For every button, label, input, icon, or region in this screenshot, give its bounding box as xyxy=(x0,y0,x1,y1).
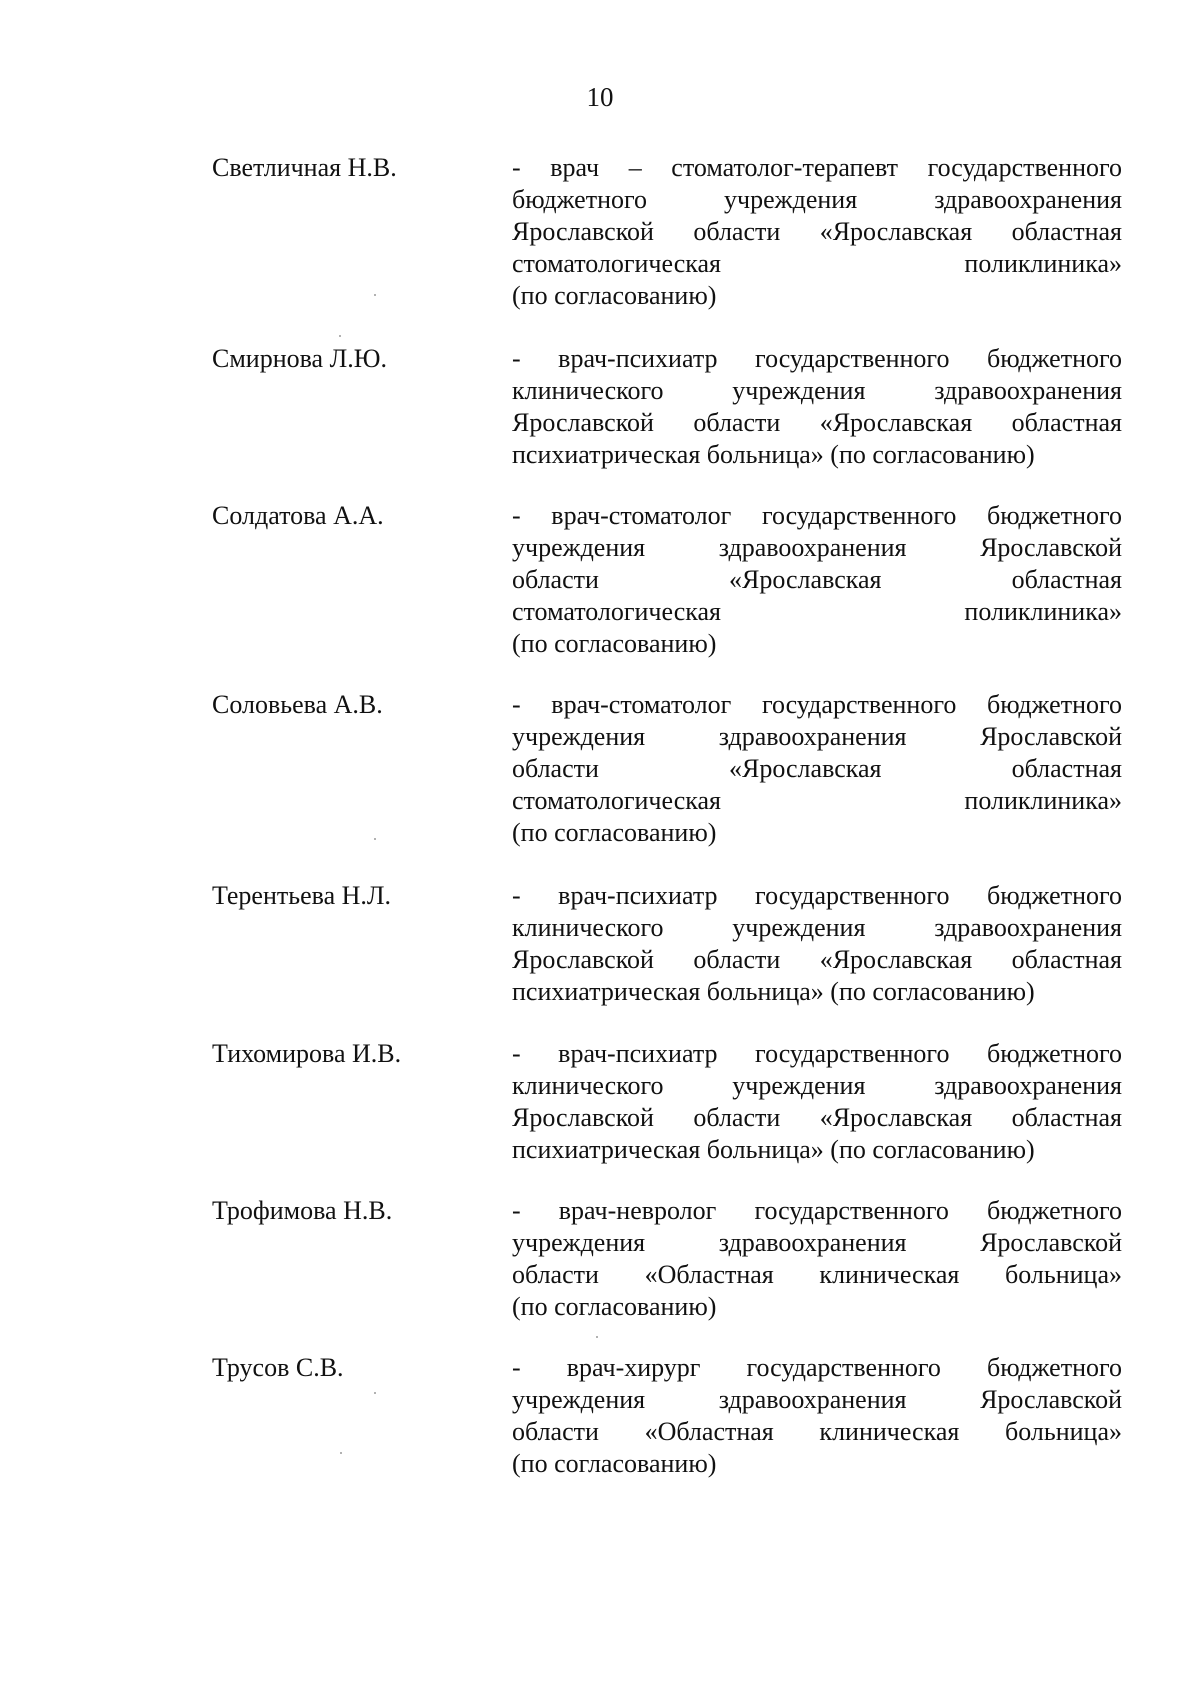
position-description xyxy=(512,1038,1122,1166)
scan-speck xyxy=(374,838,376,840)
description-line: (по согласованию) xyxy=(512,1449,717,1478)
position-description xyxy=(512,1352,1122,1480)
description-line: - врач-психиатр государственного бюджетного xyxy=(512,1039,1122,1068)
description-line: стоматологическая поликлиника» xyxy=(512,786,1122,815)
person-name: Соловьева А.В. xyxy=(212,690,383,719)
description-line: Ярославской области «Ярославская областная xyxy=(512,945,1122,974)
description-line: клинического учреждения здравоохранения xyxy=(512,376,1122,405)
description-line: клинического учреждения здравоохранения xyxy=(512,1071,1122,1100)
description-line: - врач – стоматолог-терапевт государственного xyxy=(512,153,1122,182)
description-line: учреждения здравоохранения Ярославской xyxy=(512,1385,1122,1414)
description-line: психиатрическая больница» (по согласованию) xyxy=(512,1135,1035,1164)
description-line: психиатрическая больница» (по согласованию) xyxy=(512,440,1035,469)
description-line: области «Областная клиническая больница» xyxy=(512,1260,1122,1289)
description-line: бюджетного учреждения здравоохранения xyxy=(512,185,1122,214)
description-line: области «Ярославская областная xyxy=(512,565,1122,594)
scan-speck xyxy=(374,294,376,296)
page-number: 10 xyxy=(586,82,614,112)
position-description xyxy=(512,689,1122,849)
description-line: - врач-невролог государственного бюджетного xyxy=(512,1196,1122,1225)
position-description xyxy=(512,1195,1122,1323)
description-line: стоматологическая поликлиника» xyxy=(512,597,1122,626)
description-line: учреждения здравоохранения Ярославской xyxy=(512,1228,1122,1257)
description-line: - врач-хирург государственного бюджетного xyxy=(512,1353,1122,1382)
description-line: области «Областная клиническая больница» xyxy=(512,1417,1122,1446)
position-description xyxy=(512,152,1122,312)
description-line: области «Ярославская областная xyxy=(512,754,1122,783)
scan-speck xyxy=(374,1392,376,1394)
description-line: Ярославской области «Ярославская областная xyxy=(512,217,1122,246)
position-description xyxy=(512,500,1122,660)
position-description xyxy=(512,343,1122,471)
description-line: учреждения здравоохранения Ярославской xyxy=(512,533,1122,562)
description-line: (по согласованию) xyxy=(512,1292,717,1321)
person-name: Терентьева Н.Л. xyxy=(212,881,392,910)
description-line: Ярославской области «Ярославская областная xyxy=(512,408,1122,437)
description-line: - врач-стоматолог государственного бюджетного xyxy=(512,690,1122,719)
description-line: (по согласованию) xyxy=(512,629,717,658)
description-line: - врач-психиатр государственного бюджетного xyxy=(512,881,1122,910)
scan-speck xyxy=(596,1336,598,1338)
description-line: психиатрическая больница» (по согласованию) xyxy=(512,977,1035,1006)
description-line: (по согласованию) xyxy=(512,281,717,310)
position-description xyxy=(512,880,1122,1008)
person-name: Тихомирова И.В. xyxy=(212,1039,402,1068)
person-name: Смирнова Л.Ю. xyxy=(212,344,387,373)
description-line: Ярославской области «Ярославская областная xyxy=(512,1103,1122,1132)
description-line: (по согласованию) xyxy=(512,818,717,847)
description-line: - врач-психиатр государственного бюджетного xyxy=(512,344,1122,373)
person-name: Трофимова Н.В. xyxy=(212,1196,393,1225)
person-name: Солдатова А.А. xyxy=(212,501,384,530)
scan-speck xyxy=(339,335,341,337)
description-line: стоматологическая поликлиника» xyxy=(512,249,1122,278)
person-name: Трусов С.В. xyxy=(212,1353,344,1382)
description-line: - врач-стоматолог государственного бюджетного xyxy=(512,501,1122,530)
scan-speck xyxy=(340,1452,342,1454)
description-line: клинического учреждения здравоохранения xyxy=(512,913,1122,942)
description-line: учреждения здравоохранения Ярославской xyxy=(512,722,1122,751)
person-name: Светличная Н.В. xyxy=(212,153,397,182)
